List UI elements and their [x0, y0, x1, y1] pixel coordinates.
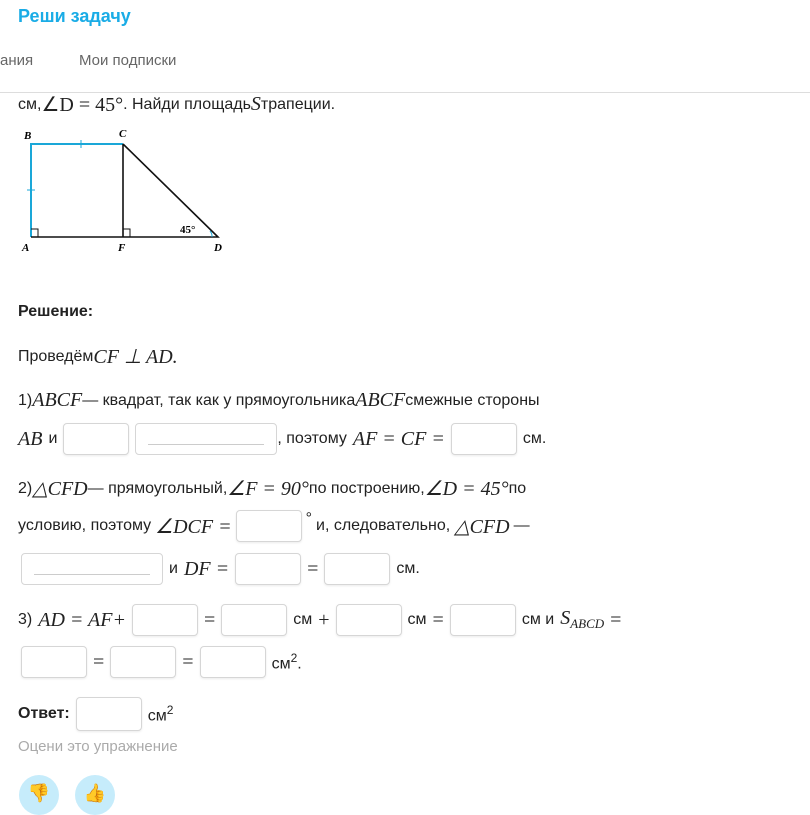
text: 2 — [290, 650, 298, 665]
text: см — [293, 611, 313, 628]
math: = — [307, 557, 319, 580]
answer-input[interactable] — [221, 604, 287, 636]
text: ° — [305, 510, 313, 527]
text: по построению, — [308, 479, 425, 497]
label-a: A — [22, 242, 30, 254]
text: 2 — [166, 702, 174, 717]
label-c: C — [119, 128, 127, 140]
solution-line — [18, 476, 526, 501]
answer-dropdown[interactable] — [135, 423, 277, 455]
text: — квадрат, так как у прямоугольника — [82, 391, 356, 409]
solution-line — [18, 604, 621, 636]
solution-line — [18, 389, 540, 412]
math: AD = AF+ — [38, 608, 126, 631]
math: S — [560, 607, 571, 630]
math: DF = — [183, 557, 230, 580]
math: ∠F = 90° — [227, 478, 309, 500]
page-title: Реши задачу — [18, 6, 131, 26]
solution-line — [18, 510, 530, 542]
label-d: D — [214, 242, 222, 254]
answer-dropdown[interactable] — [21, 553, 163, 585]
angle-label: 45° — [180, 224, 196, 236]
thumbs-down-icon: 👎 — [27, 783, 51, 803]
text: . — [297, 655, 302, 673]
math: = — [610, 608, 622, 631]
answer-input[interactable] — [336, 604, 402, 636]
math: = — [432, 608, 444, 631]
text: смежные стороны — [405, 391, 540, 409]
math: △CFD — [454, 515, 510, 538]
math: = — [182, 650, 194, 673]
dislike-button[interactable] — [19, 775, 59, 815]
text: — — [513, 517, 530, 534]
answer-input[interactable] — [236, 510, 302, 542]
answer-input[interactable] — [451, 423, 517, 455]
rating-label: Оцени это упражнение — [18, 738, 178, 755]
answer-input[interactable] — [324, 553, 390, 585]
text: см. — [522, 430, 547, 447]
answer-input[interactable] — [63, 423, 129, 455]
math: = — [203, 608, 216, 631]
math: ABCF — [355, 389, 406, 411]
label-b: B — [24, 130, 32, 142]
text: по — [508, 479, 527, 497]
solution-heading: Решение: — [18, 303, 94, 320]
answer-label: Ответ: — [18, 705, 70, 722]
text: Проведём — [18, 347, 94, 365]
text: 1) — [18, 391, 33, 409]
math: AB — [18, 427, 43, 450]
task-text — [18, 92, 335, 117]
answer-input[interactable] — [450, 604, 516, 636]
math: S — [250, 93, 261, 115]
text: см — [407, 611, 427, 628]
text: условию, поэтому — [18, 517, 152, 534]
tab-subscriptions[interactable]: Мои подписки — [79, 52, 177, 69]
answer-input[interactable] — [235, 553, 301, 585]
math: ∠D = 45° — [424, 478, 509, 500]
solution-line — [21, 553, 420, 585]
answer-input[interactable] — [132, 604, 198, 636]
text: и, следовательно, — [316, 517, 451, 534]
text: и — [48, 430, 58, 447]
text: см — [271, 655, 291, 673]
final-answer-input[interactable] — [76, 697, 142, 731]
label-f: F — [118, 242, 126, 254]
math: ABCD — [570, 616, 605, 632]
text: см — [147, 707, 167, 725]
answer-input[interactable] — [200, 646, 266, 678]
solution-line — [18, 423, 546, 455]
text: см, — [18, 95, 42, 113]
math: CF ⊥ AD. — [93, 346, 178, 368]
text: 2) — [18, 479, 33, 497]
text: , поэтому — [277, 430, 347, 447]
math: ∠D = 45° — [41, 94, 124, 116]
tab-assignments[interactable]: ания — [0, 52, 34, 69]
math: ABCF — [32, 389, 83, 411]
text: . Найди площадь — [123, 95, 251, 113]
math: + — [318, 608, 330, 631]
like-button[interactable] — [75, 775, 115, 815]
text: и — [169, 560, 178, 577]
trapezoid-figure — [18, 125, 228, 257]
solution-line — [21, 646, 302, 678]
answer-input[interactable] — [110, 646, 176, 678]
text: см. — [396, 560, 420, 577]
solution-line — [18, 344, 178, 369]
math: = — [93, 650, 105, 673]
text: см и — [521, 611, 555, 628]
text: — прямоугольный, — [87, 479, 228, 497]
answer-row — [18, 697, 173, 731]
thumbs-up-icon: 👍 — [83, 783, 107, 803]
text: 3) — [18, 611, 33, 628]
math: △CFD — [32, 478, 88, 500]
answer-input[interactable] — [21, 646, 87, 678]
text: трапеции. — [260, 95, 336, 113]
math: AF = CF = — [352, 427, 445, 450]
math: ∠DCF = — [155, 515, 232, 538]
